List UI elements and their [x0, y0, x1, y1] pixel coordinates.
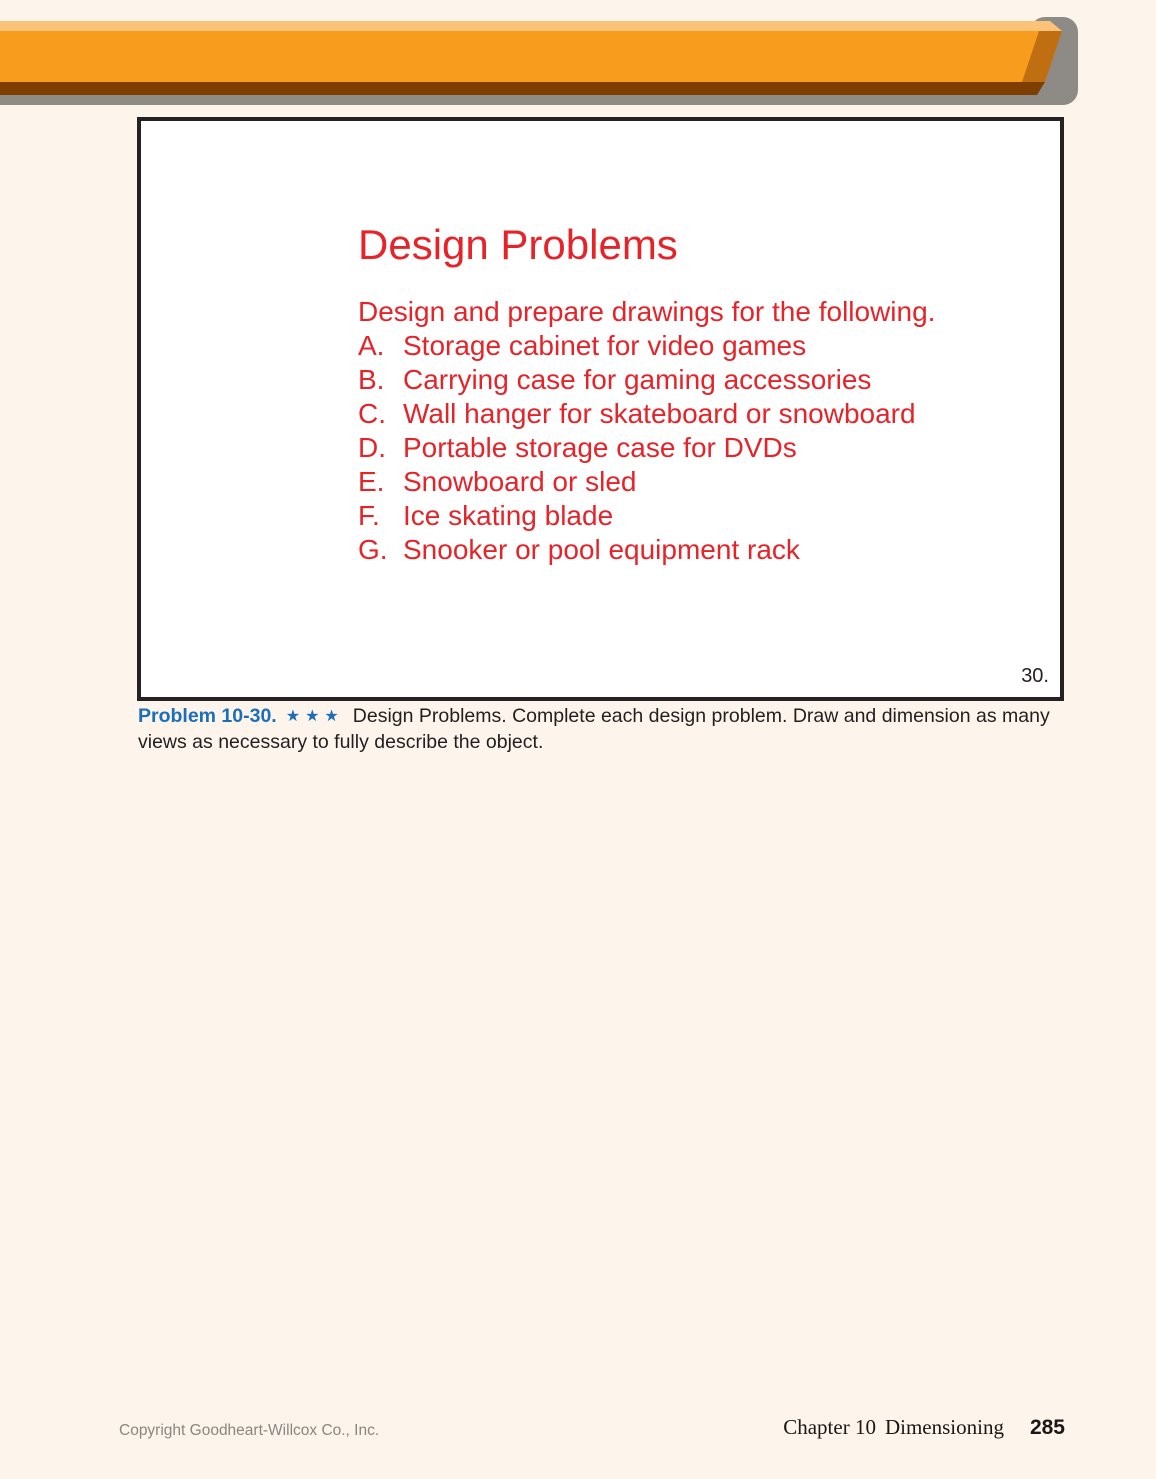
difficulty-stars: ★★★	[285, 708, 344, 725]
item-text: Snooker or pool equipment rack	[403, 534, 800, 566]
item-letter: D.	[358, 432, 386, 464]
list-item	[358, 329, 1018, 363]
item-letter: F.	[358, 500, 380, 532]
list-item	[358, 397, 1018, 431]
list-item	[358, 499, 1018, 533]
list-item	[358, 465, 1018, 499]
item-text: Carrying case for gaming accessories	[403, 364, 872, 396]
slide-panel	[137, 117, 1064, 701]
slide-body	[358, 295, 1018, 567]
chapter-label: Chapter 10	[783, 1415, 876, 1439]
banner-bottom-edge	[0, 82, 1045, 95]
slide-title: Design Problems	[358, 221, 678, 268]
slide-number: 30.	[1021, 665, 1049, 687]
item-letter: A.	[358, 330, 385, 362]
copyright-text: Copyright Goodheart-Willcox Co., Inc.	[119, 1422, 380, 1439]
item-text: Ice skating blade	[403, 500, 614, 532]
chapter-reference	[783, 1415, 1065, 1440]
problem-label: Problem 10-30.	[138, 705, 277, 727]
design-problem-list	[358, 329, 1018, 567]
item-letter: G.	[358, 534, 388, 566]
list-item	[358, 431, 1018, 465]
item-text: Wall hanger for skateboard or snowboard	[403, 398, 916, 430]
item-text: Portable storage case for DVDs	[403, 432, 797, 464]
caption-text: Design Problems. Complete each design problem. Draw and dimension as many views as necessary to fully describe the object.	[138, 705, 1050, 753]
list-item	[358, 533, 1018, 567]
item-text: Storage cabinet for video games	[403, 330, 807, 362]
item-letter: C.	[358, 398, 386, 430]
page-number: 285	[1029, 1416, 1065, 1439]
chapter-banner	[0, 14, 1080, 108]
list-item	[358, 363, 1018, 397]
item-letter: B.	[358, 364, 385, 396]
slide-intro: Design and prepare drawings for the following.	[358, 296, 936, 328]
figure-caption	[138, 704, 1058, 755]
chapter-section-label: Dimensioning	[884, 1415, 1004, 1439]
item-text: Snowboard or sled	[403, 466, 637, 498]
banner-graphic	[0, 14, 1080, 108]
item-letter: E.	[358, 466, 385, 498]
banner-face	[0, 31, 1062, 82]
banner-top-highlight	[0, 21, 1062, 31]
slide-content	[358, 220, 1018, 567]
